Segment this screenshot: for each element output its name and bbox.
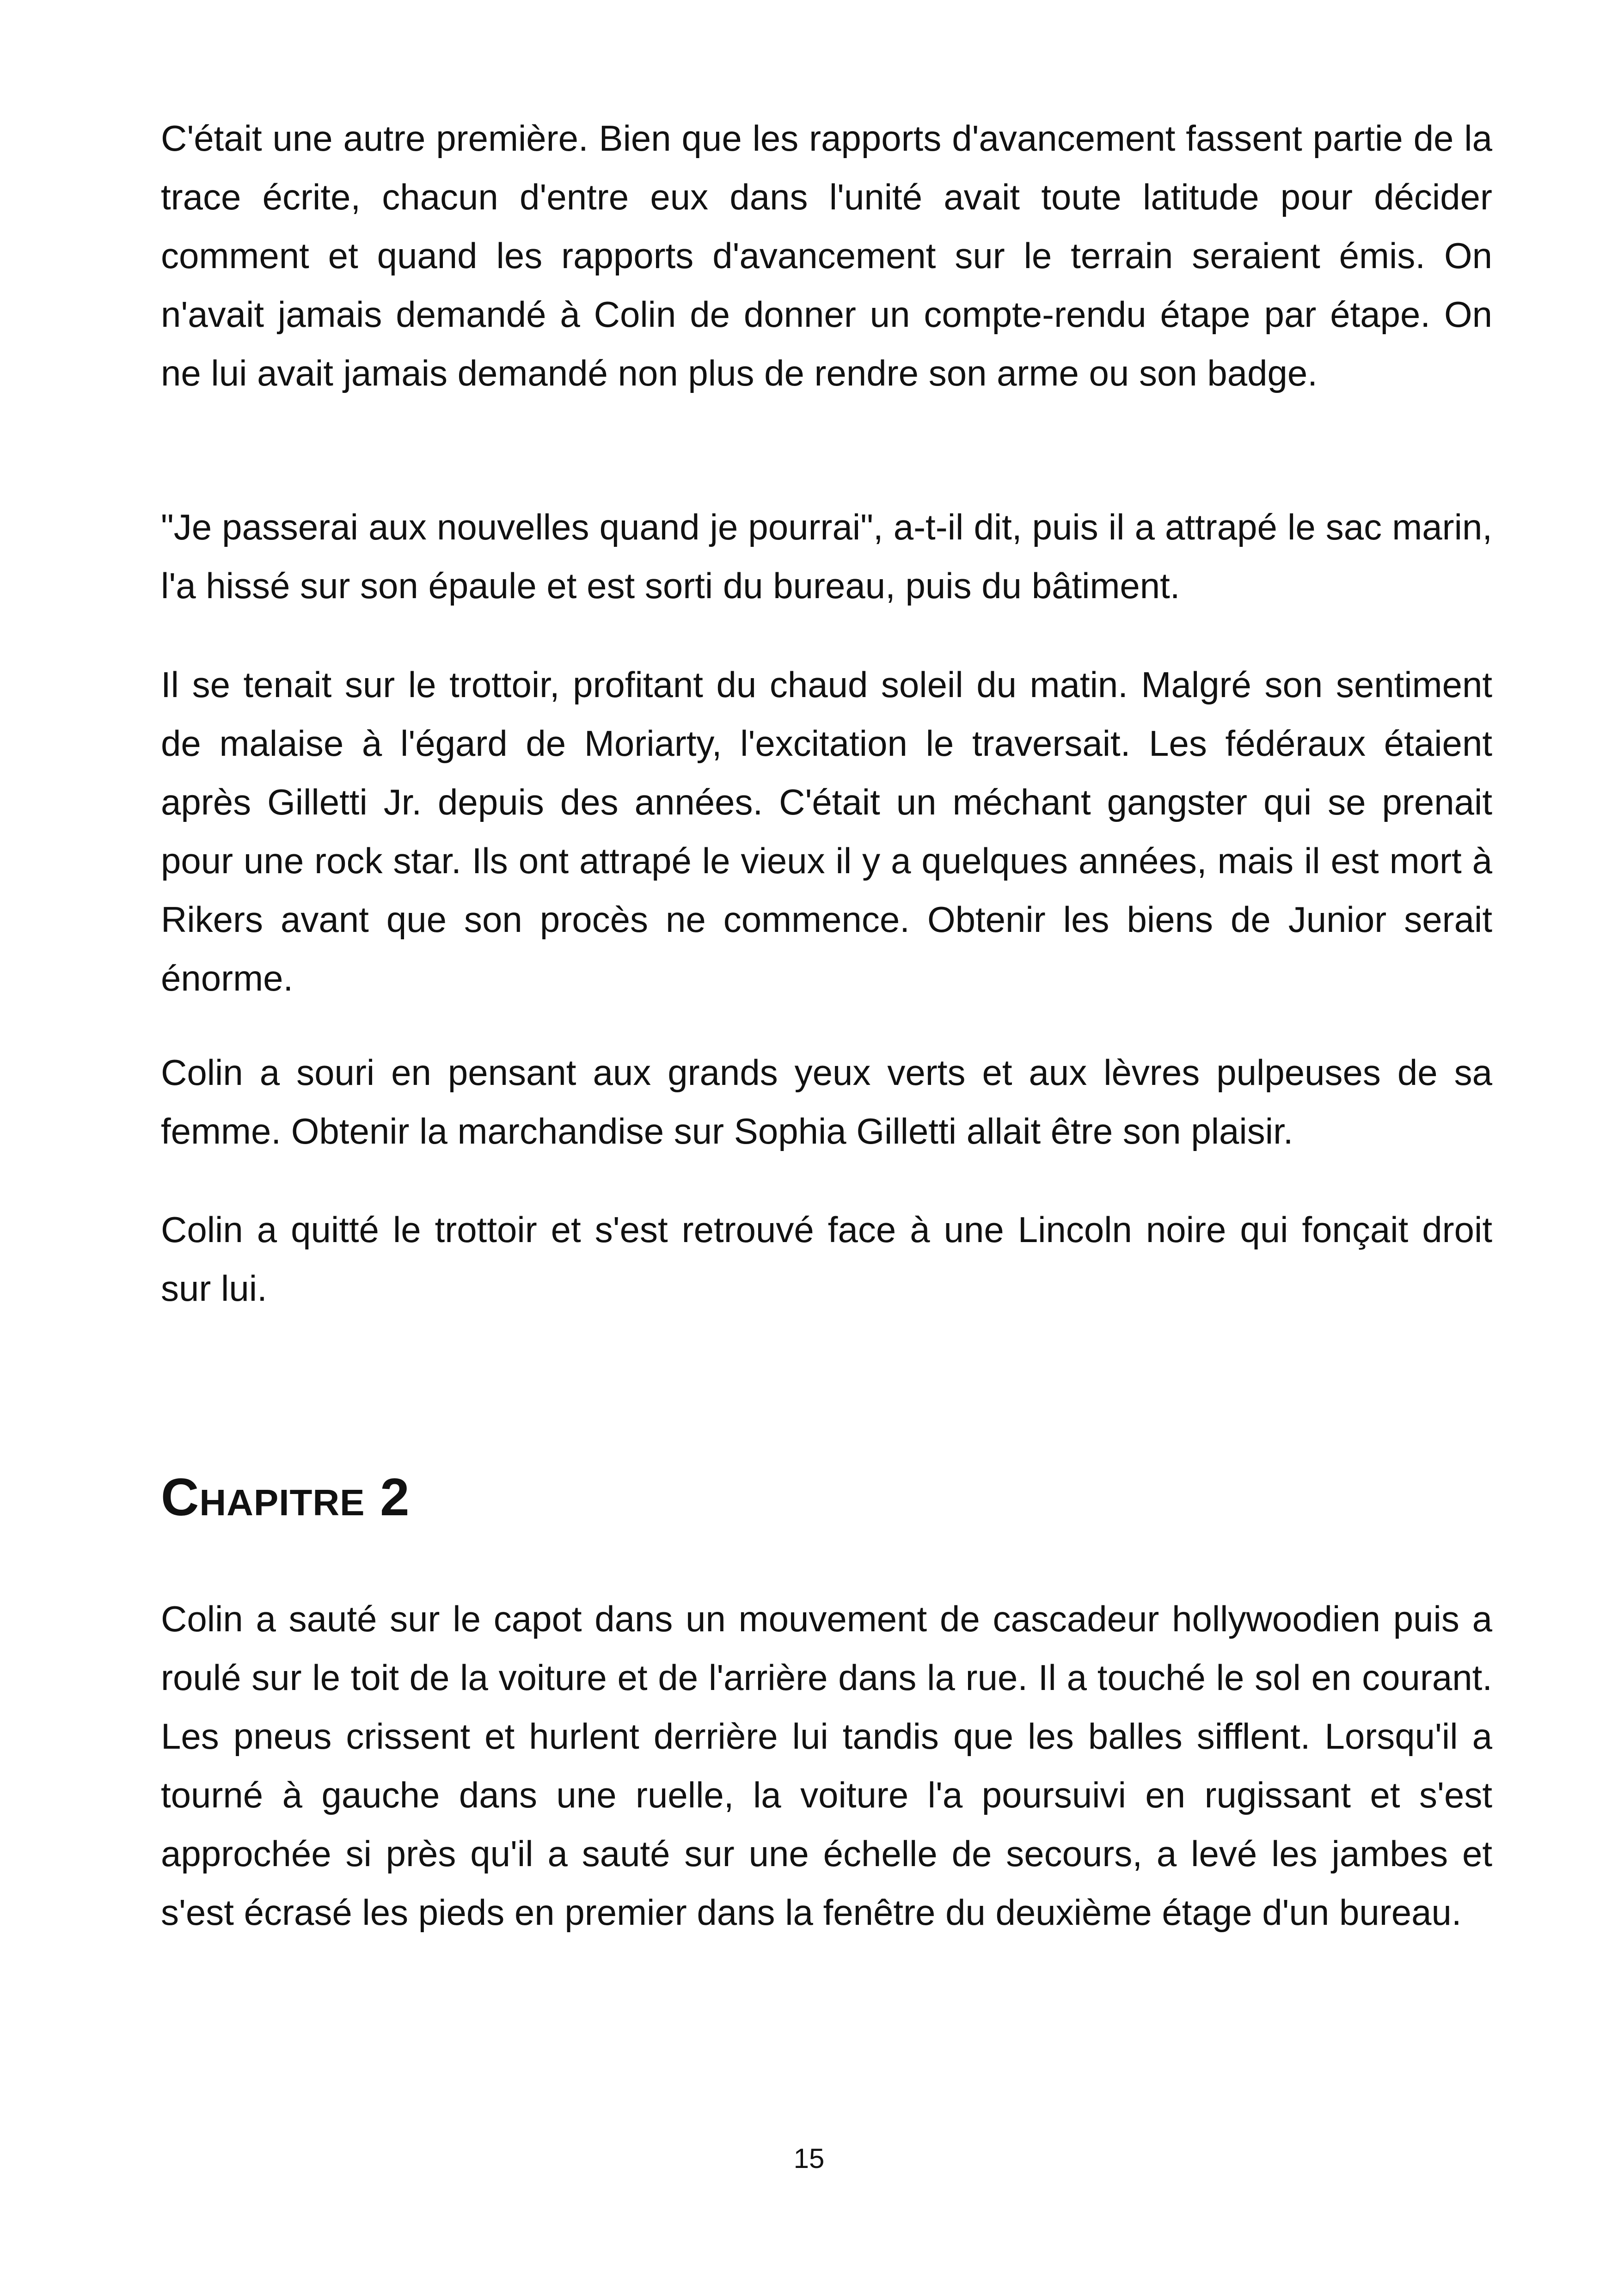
page-number: 15	[793, 2143, 825, 2174]
paragraph: Il se tenait sur le trottoir, profitant du chaud soleil du matin. Malgré son sentiment de malaise à l'égard de Moriarty, l'excitation le traversait. Les fédéraux étaient après Gilletti Jr. depuis des années. C'était un méchant gangster qui se prenait pour une rock star. Ils ont attrapé le vieux il y a quelques années, mais il est mort à Rikers avant que son procès ne commence. Obtenir les biens de Junior serait énorme.	[161, 664, 1492, 998]
paragraph: "Je passerai aux nouvelles quand je pourrai", a-t-il dit, puis il a attrapé le sac marin, l'a hissé sur son épaule et est sorti du bureau, puis du bâtiment.	[161, 507, 1492, 606]
paragraph: Colin a quitté le trottoir et s'est retrouvé face à une Lincoln noire qui fonçait droit sur lui.	[161, 1209, 1492, 1309]
paragraph: Colin a sauté sur le capot dans un mouvement de cascadeur hollywoodien puis a roulé sur le toit de la voiture et de l'arrière dans la rue. Il a touché le sol en courant. Les pneus crissent et hurlent derrière lui tandis que les balles sifflent. Lorsqu'il a tourné à gauche dans une ruelle, la voiture l'a poursuivi en rugissant et s'est approchée si près qu'il a sauté sur une échelle de secours, a levé les jambes et s'est écrasé les pieds en premier dans la fenêtre du deuxième étage d'un bureau.	[161, 1598, 1492, 1933]
chapter-heading: Chapitre 2	[161, 1468, 410, 1527]
paragraph: C'était une autre première. Bien que les rapports d'avancement fassent partie de la trace écrite, chacun d'entre eux dans l'unité avait toute latitude pour décider comment et quand les rapports d'avancement sur le terrain seraient émis. On n'avait jamais demandé à Colin de donner un compte-rendu étape par étape. On ne lui avait jamais demandé non plus de rendre son arme ou son badge.	[161, 118, 1492, 393]
paragraph: Colin a souri en pensant aux grands yeux verts et aux lèvres pulpeuses de sa femme. Obtenir la marchandise sur Sophia Gilletti allait être son plaisir.	[161, 1052, 1492, 1151]
